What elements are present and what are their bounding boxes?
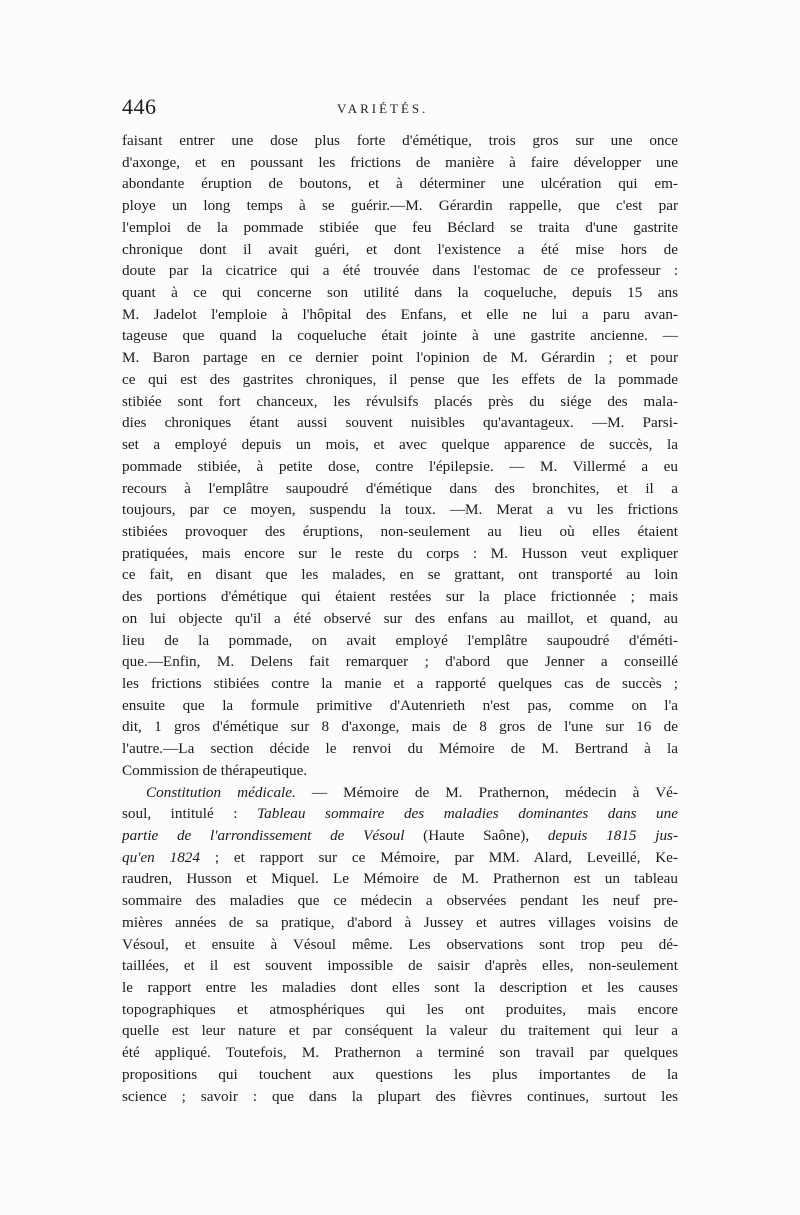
text-line: sommaire des maladies que ce médecin a observées pendant les neuf pre- — [122, 892, 678, 910]
text-line: pommade stibiée, à petite dose, contre l'épilepsie. — M. Villermé a eu — [122, 457, 678, 475]
text-line: tageuse que quand la coqueluche était jointe à une gastrite ancienne. — — [122, 327, 678, 345]
text-segment: — Mémoire de M. Prathernon, médecin à Vé- — [295, 783, 678, 801]
text-segment: soul, intitulé : — [122, 805, 258, 823]
text-line: des portions d'émétique qui étaient restées sur la place frictionnée ; mais — [122, 588, 678, 606]
text-line: ensuite que la formule primitive d'Autenrieth n'est pas, comme on l'a — [122, 696, 678, 714]
text-line: dit, 1 gros d'émétique sur 8 d'axonge, mais de 8 gros de l'une sur 16 de — [122, 718, 678, 736]
text-line: dies chroniques étant aussi souvent nuisibles qu'avantageux. —M. Parsi- — [122, 414, 678, 432]
text-line: topographiques et atmosphériques qui les ont produites, mais encore — [122, 1000, 678, 1018]
text-line: quelle est leur nature et par conséquent la valeur du traitement qui leur a — [122, 1022, 678, 1040]
text-line: M. Jadelot l'emploie à l'hôpital des Enfans, et elle ne lui a paru avan- — [122, 305, 678, 323]
text-segment: (Haute Saône), — [404, 827, 548, 844]
text-line: raudren, Husson et Miquel. Le Mémoire de M. Prathernon est un tableau — [122, 870, 678, 888]
text-line: abondante éruption de boutons, et à déterminer une ulcération qui em- — [122, 175, 678, 193]
text-line — [122, 803, 678, 825]
text-line: stibiées provoquer des éruptions, non-seulement au lieu où elles étaient — [122, 522, 678, 540]
memoir-title: depuis 1815 jus- — [547, 827, 678, 844]
text-segment: ; et rapport sur ce Mémoire, par MM. Alard, Leveillé, Ke- — [200, 848, 678, 866]
text-line — [122, 782, 678, 804]
text-line: d'axonge, et en poussant les frictions de manière à faire développer une — [122, 153, 678, 171]
text-line: on lui objecte qu'il a été observé sur des enfans au maillot, et quand, au — [122, 609, 678, 627]
text-line: Commission de thérapeutique. — [122, 761, 308, 779]
memoir-title: Tableau sommaire des maladies dominantes dans une — [257, 805, 678, 823]
text-line: ce fait, en disant que les malades, en se grattant, ont transporté au loin — [122, 566, 678, 584]
text-line: faisant entrer une dose plus forte d'émétique, trois gros sur une once — [122, 132, 678, 149]
text-line: science ; savoir : que dans la plupart des fièvres continues, surtout les — [122, 1087, 678, 1105]
text-line: mières années de sa pratique, d'abord à Jussey et autres villages voisins de — [122, 913, 678, 931]
text-line: l'emploi de la pommade stibiée que feu Béclard se traita d'une gastrite — [122, 218, 678, 236]
text-line: taillées, et il est souvent impossible de saisir d'après elles, non-seulement — [122, 957, 678, 975]
text-line: recours à l'emplâtre saupoudré d'émétique dans des bronchites, et il a — [122, 479, 678, 497]
text-line: été appliqué. Toutefois, M. Prathernon a terminé son travail par quelques — [122, 1044, 678, 1062]
page-header — [122, 94, 678, 128]
paragraph-discussion — [122, 130, 678, 782]
body-text — [122, 130, 678, 1107]
paragraph-constitution-medicale — [122, 782, 678, 1108]
memoir-title: qu'en 1824 — [122, 848, 200, 866]
text-line: ploye un long temps à se guérir.—M. Gérardin rappelle, que c'est par — [122, 197, 678, 215]
text-line: pratiquées, mais encore sur le reste du corps : M. Husson veut expliquer — [122, 544, 678, 562]
text-line: chronique dont il avait guéri, et dont l'existence a été mise hors de — [122, 240, 678, 258]
text-line: que.—Enfin, M. Delens fait remarquer ; d'abord que Jenner a conseillé — [122, 653, 678, 671]
text-line — [122, 847, 678, 869]
text-line — [122, 825, 678, 847]
running-head: VARIÉTÉS. — [337, 101, 429, 116]
text-line: doute par la cicatrice qui a été trouvée dans l'estomac de ce professeur : — [122, 262, 678, 280]
text-line: les frictions stibiées contre la manie et a rapporté quelques cas de succès ; — [122, 674, 678, 692]
text-line: Vésoul, et ensuite à Vésoul même. Les observations sont trop peu dé- — [122, 935, 678, 953]
text-line: stibiée sont fort chanceux, les révulsifs placés près du siége des mala- — [122, 392, 678, 410]
text-line: set a employé depuis un mois, et avec quelque apparence de succès, la — [122, 436, 678, 454]
page-number: 446 — [122, 94, 157, 119]
text-line: propositions qui touchent aux questions les plus importantes de la — [122, 1065, 678, 1083]
text-line: toujours, par ce moyen, suspendu la toux. —M. Merat a vu les frictions — [122, 501, 678, 519]
text-line: ce qui est des gastrites chroniques, il pense que les effets de la pommade — [122, 370, 678, 388]
memoir-title: partie de l'arrondissement de Vésoul — [122, 827, 405, 844]
text-line: quant à ce qui concerne son utilité dans la coqueluche, depuis 15 ans — [122, 284, 678, 302]
text-line: lieu de la pommade, on avait employé l'emplâtre saupoudré d'éméti- — [122, 631, 678, 649]
text-line: le rapport entre les maladies dont elles sont la description et les causes — [122, 979, 678, 997]
text-line: l'autre.—La section décide le renvoi du Mémoire de M. Bertrand à la — [122, 740, 678, 758]
section-title: Constitution médicale. — [146, 783, 296, 801]
text-line: M. Baron partage en ce dernier point l'opinion de M. Gérardin ; et pour — [122, 349, 678, 367]
